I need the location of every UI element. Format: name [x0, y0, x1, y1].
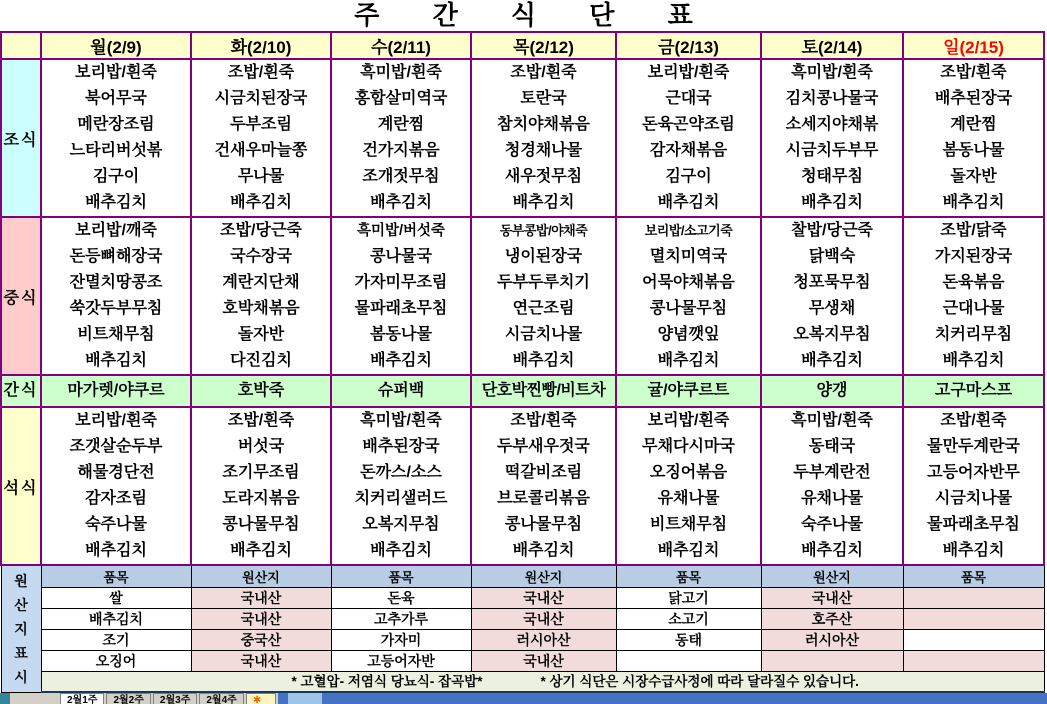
origin-label-char: 원 [14, 572, 28, 589]
lunch-cell[interactable] [761, 217, 903, 375]
origin-cell[interactable]: 동태 [616, 630, 761, 651]
dinner-cell[interactable] [903, 407, 1044, 565]
breakfast-cell[interactable] [471, 59, 616, 217]
menu-item: 배추김치 [512, 542, 575, 559]
menu-item: 닭백숙 [808, 248, 856, 265]
menu-item: 조밥/흰죽 [510, 412, 577, 429]
menu-item: 어묵야채볶음 [642, 274, 735, 291]
menu-item: 흑미밥/흰죽 [791, 412, 873, 429]
menu-item: 조기무조림 [222, 464, 300, 481]
row-label-dinner[interactable]: 석식 [1, 407, 41, 565]
menu-item: 청포묵무침 [793, 274, 871, 291]
row-label-lunch[interactable]: 중식 [1, 217, 41, 375]
lunch-cell[interactable] [331, 217, 471, 375]
menu-item: 조개젓무침 [362, 168, 440, 185]
menu-item: 보리밥/흰죽 [75, 64, 157, 81]
menu-item: 배추김치 [512, 194, 575, 211]
origin-cell[interactable]: 조기 [41, 630, 191, 651]
menu-item: 두부조림 [230, 116, 292, 133]
origin-header-cell[interactable]: 원산지 [471, 565, 616, 588]
origin-cell[interactable]: 쌀 [41, 588, 191, 609]
menu-item: 시금치된장국 [214, 90, 308, 107]
scrollbar-thumb[interactable] [288, 693, 322, 704]
origin-label-char: 시 [14, 668, 28, 685]
menu-item: 배추김치 [657, 352, 720, 369]
menu-item: 떡갈비조림 [504, 464, 583, 481]
menu-item: 치커리무침 [934, 326, 1013, 343]
menu-item: 참치야채볶음 [497, 116, 590, 133]
menu-item: 새우젓무침 [504, 168, 583, 185]
menu-item: 배추김치 [657, 542, 720, 559]
origin-header-cell[interactable]: 원산지 [761, 565, 903, 588]
menu-item: 조밥/닭죽 [940, 222, 1007, 239]
diet-note: * 고혈압- 저염식 당뇨식- 잡곡밥* [291, 674, 483, 689]
menu-item: 해물경단전 [77, 464, 155, 481]
menu-item: 김구이 [92, 168, 140, 185]
snack-cell[interactable]: 귤/야쿠르트 [616, 375, 761, 407]
snack-cell[interactable]: 고구마스프 [903, 375, 1044, 407]
menu-item: 두부새우젓국 [497, 438, 590, 455]
day-header[interactable]: 월(2/9) [41, 32, 191, 59]
menu-item: 돈육볶음 [942, 274, 1005, 291]
origin-cell[interactable]: 국내산 [191, 651, 331, 672]
menu-item: 돈육곤약조림 [642, 116, 735, 133]
menu-item: 배추김치 [801, 194, 863, 211]
menu-item: 계란찜 [377, 116, 425, 133]
menu-item: 시금치나물 [504, 326, 583, 343]
lunch-cell[interactable] [41, 217, 191, 375]
snack-cell[interactable]: 슈퍼백 [331, 375, 471, 407]
menu-item: 동태국 [808, 438, 856, 455]
menu-item: 배추김치 [230, 194, 292, 211]
snack-cell[interactable]: 양갱 [761, 375, 903, 407]
origin-cell[interactable] [903, 588, 1044, 609]
row-label-snack[interactable]: 간식 [1, 375, 41, 407]
menu-item: 무나물 [237, 168, 285, 185]
menu-item: 보리밥/흰죽 [75, 412, 157, 429]
menu-item: 배추김치 [370, 542, 432, 559]
menu-item: 콩나물국 [370, 248, 432, 265]
origin-header-cell[interactable]: 품목 [616, 565, 761, 588]
menu-item: 배추김치 [85, 542, 147, 559]
menu-item: 배추김치 [942, 542, 1005, 559]
menu-item: 봄동나물 [942, 142, 1005, 159]
menu-item: 조밥/흰죽 [227, 412, 295, 429]
origin-cell[interactable]: 국내산 [471, 651, 616, 672]
menu-item: 건새우마늘쫑 [214, 142, 308, 159]
menu-item: 북어무국 [85, 90, 147, 107]
menu-item: 두부두루치기 [497, 274, 590, 291]
sheet-tab-extra[interactable]: ✱ [246, 693, 276, 704]
menu-item: 배추김치 [85, 194, 147, 211]
menu-item: 오복지무침 [793, 326, 871, 343]
menu-item: 계란지단채 [222, 274, 300, 291]
menu-item: 조밥/흰죽 [510, 64, 577, 81]
dinner-cell[interactable] [761, 407, 903, 565]
breakfast-cell[interactable] [616, 59, 761, 217]
menu-item: 두부계란전 [793, 464, 871, 481]
menu-item: 배추김치 [657, 194, 720, 211]
menu-item: 김치콩나물국 [785, 90, 879, 107]
snack-cell[interactable]: 호박죽 [191, 375, 331, 407]
menu-item: 오복지무침 [362, 516, 440, 533]
row-label-breakfast[interactable]: 조식 [1, 59, 41, 217]
dinner-cell[interactable] [471, 407, 616, 565]
menu-item: 흑미밥/흰죽 [360, 412, 442, 429]
menu-item: 배추김치 [230, 542, 292, 559]
menu-item: 김구이 [665, 168, 712, 185]
menu-item: 시금치나물 [934, 490, 1013, 507]
day-header[interactable]: 수(2/11) [331, 32, 471, 59]
origin-label-char: 산 [14, 596, 28, 613]
menu-item: 건가지볶음 [362, 142, 440, 159]
menu-item: 배추김치 [942, 194, 1005, 211]
origin-cell[interactable] [903, 609, 1044, 630]
sheet-tab-strip [0, 693, 1047, 704]
menu-item: 흑미밥/흰죽 [791, 64, 873, 81]
menu-item: 감자채볶음 [649, 142, 728, 159]
dinner-cell[interactable] [41, 407, 191, 565]
sheet-tab[interactable]: 2월1주 [60, 693, 104, 704]
lunch-cell[interactable] [616, 217, 761, 375]
sheet-tab[interactable]: 2월4주 [199, 693, 243, 704]
menu-item: 배추김치 [370, 352, 432, 369]
menu-item: 버섯국 [237, 438, 285, 455]
breakfast-cell[interactable] [41, 59, 191, 217]
notes-cell [41, 672, 1044, 693]
menu-item: 보리밥/흰죽 [647, 64, 730, 81]
lunch-cell[interactable] [903, 217, 1044, 375]
menu-item: 조밥/흰죽 [940, 412, 1007, 429]
menu-item: 배추김치 [801, 542, 863, 559]
horizontal-scrollbar[interactable] [278, 693, 1047, 704]
menu-item: 보리밥/깨죽 [75, 222, 157, 239]
day-header[interactable]: 금(2/13) [616, 32, 761, 59]
origin-cell[interactable]: 국내산 [471, 588, 616, 609]
menu-item: 배추김치 [942, 352, 1005, 369]
menu-item: 봄동나물 [370, 326, 432, 343]
origin-cell[interactable]: 오징어 [41, 651, 191, 672]
menu-item: 돌자반 [950, 168, 997, 185]
menu-item: 냉이된장국 [504, 248, 583, 265]
menu-item: 무생채 [808, 300, 856, 317]
origin-cell[interactable]: 닭고기 [616, 588, 761, 609]
menu-item: 느타리버섯볶 [69, 142, 163, 159]
menu-item: 동부콩밥/야채죽 [499, 223, 588, 238]
origin-label[interactable] [1, 565, 41, 692]
origin-cell[interactable]: 고추가루 [331, 609, 471, 630]
menu-item: 근대국 [665, 90, 712, 107]
menu-item: 물만두계란국 [927, 438, 1020, 455]
menu-item: 콩나물무침 [649, 300, 728, 317]
menu-item: 돈까스/소스 [360, 464, 442, 481]
menu-item: 조밥/흰죽 [940, 64, 1007, 81]
snack-cell[interactable]: 단호박찐빵/비트차 [471, 375, 616, 407]
menu-item: 치커리샐러드 [354, 490, 448, 507]
menu-item: 비트채무침 [649, 516, 728, 533]
menu-item: 가자미무조림 [354, 274, 448, 291]
breakfast-cell[interactable] [761, 59, 903, 217]
origin-header-cell[interactable]: 품목 [331, 565, 471, 588]
market-note: * 상기 식단은 시장수급사정에 따라 달라질수 있습니다. [540, 674, 859, 689]
menu-item: 브로콜리볶음 [497, 490, 590, 507]
day-header[interactable]: 화(2/10) [191, 32, 331, 59]
origin-cell[interactable]: 국내산 [191, 609, 331, 630]
menu-item: 근대나물 [942, 300, 1005, 317]
origin-cell[interactable]: 소고기 [616, 609, 761, 630]
menu-item: 소세지야채볶 [785, 116, 879, 133]
menu-item: 배추된장국 [362, 438, 440, 455]
origin-cell[interactable]: 돈육 [331, 588, 471, 609]
menu-item: 흑미밥/흰죽 [360, 64, 442, 81]
origin-label-char: 표 [14, 644, 28, 661]
menu-item: 유채나물 [657, 490, 720, 507]
menu-item: 다진김치 [230, 352, 292, 369]
dinner-cell[interactable] [191, 407, 331, 565]
menu-item: 물파래초무침 [354, 300, 448, 317]
menu-item: 멸치미역국 [649, 248, 728, 265]
menu-item: 배추김치 [370, 194, 432, 211]
menu-item: 청태무침 [801, 168, 863, 185]
menu-item: 배추김치 [801, 352, 863, 369]
origin-cell[interactable]: 가자미 [331, 630, 471, 651]
sheet-tab[interactable]: 2월2주 [106, 693, 150, 704]
menu-item: 보리밥/소고기죽 [644, 223, 733, 238]
menu-item: 잔멸치땅콩조 [69, 274, 163, 291]
menu-item: 국수장국 [230, 248, 292, 265]
menu-item: 청경채나물 [504, 142, 583, 159]
menu-item: 배추김치 [85, 352, 147, 369]
corner-cell[interactable] [1, 32, 41, 59]
menu-item: 비트채무침 [77, 326, 155, 343]
menu-item: 찰밥/당근죽 [791, 222, 873, 239]
menu-item: 배추된장국 [934, 90, 1013, 107]
origin-cell[interactable] [903, 630, 1044, 651]
breakfast-cell[interactable] [331, 59, 471, 217]
menu-item: 돌자반 [237, 326, 285, 343]
menu-item: 숙주나물 [85, 516, 147, 533]
origin-cell[interactable]: 배추김치 [41, 609, 191, 630]
day-header[interactable]: 토(2/14) [761, 32, 903, 59]
origin-cell[interactable]: 러시아산 [471, 630, 616, 651]
menu-item: 콩나물무침 [222, 516, 300, 533]
menu-item: 고등어자반무 [927, 464, 1020, 481]
day-header[interactable]: 목(2/12) [471, 32, 616, 59]
dinner-cell[interactable] [331, 407, 471, 565]
menu-item: 물파래초무침 [927, 516, 1020, 533]
sheet-nav-icon[interactable] [0, 693, 10, 704]
origin-label-char: 지 [14, 620, 28, 637]
menu-item: 콩나물무침 [504, 516, 583, 533]
snack-cell[interactable]: 마가렛/야쿠르 [41, 375, 191, 407]
menu-item: 흑미밥/버섯죽 [356, 223, 446, 239]
dinner-cell[interactable] [616, 407, 761, 565]
menu-item: 호박채볶음 [222, 300, 300, 317]
menu-item: 돈등뼈해장국 [69, 248, 163, 265]
menu-item: 시금치두부무 [785, 142, 879, 159]
weekly-menu-table [0, 31, 1045, 693]
origin-cell[interactable]: 고등어자반 [331, 651, 471, 672]
menu-item: 배추김치 [512, 352, 575, 369]
breakfast-cell[interactable] [191, 59, 331, 217]
origin-cell[interactable]: 국내산 [191, 588, 331, 609]
origin-cell[interactable]: 러시아산 [761, 630, 903, 651]
sheet-nav-area[interactable] [10, 693, 60, 704]
menu-item: 홍합살미역국 [354, 90, 448, 107]
page-title: 주 간 식 단 표 [354, 0, 716, 30]
menu-item: 조밥/당근죽 [220, 222, 302, 239]
menu-item: 계란찜 [950, 116, 997, 133]
menu-item: 무채다시마국 [642, 438, 735, 455]
origin-cell[interactable] [616, 651, 761, 672]
menu-item: 감자조림 [85, 490, 147, 507]
origin-cell[interactable]: 국내산 [471, 609, 616, 630]
sheet-tab[interactable]: 2월3주 [153, 693, 197, 704]
origin-header-cell[interactable]: 원산지 [191, 565, 331, 588]
menu-item: 오징어볶음 [649, 464, 728, 481]
menu-item: 조갯살순두부 [69, 438, 163, 455]
breakfast-cell[interactable] [903, 59, 1044, 217]
origin-header-cell[interactable]: 품목 [903, 565, 1044, 588]
menu-item: 조밥/흰죽 [227, 64, 295, 81]
menu-item: 도라지볶음 [222, 490, 300, 507]
menu-item: 토란국 [520, 90, 567, 107]
origin-cell[interactable] [761, 651, 903, 672]
lunch-cell[interactable] [471, 217, 616, 375]
lunch-cell[interactable] [191, 217, 331, 375]
menu-item: 숙주나물 [801, 516, 863, 533]
origin-header-cell[interactable]: 품목 [41, 565, 191, 588]
menu-item: 쑥갓두부무침 [69, 300, 163, 317]
menu-item: 연근조림 [512, 300, 575, 317]
menu-item: 보리밥/흰죽 [647, 412, 730, 429]
day-header[interactable]: 일(2/15) [903, 32, 1044, 59]
menu-item: 메란장조림 [77, 116, 155, 133]
origin-cell[interactable] [903, 651, 1044, 672]
origin-cell[interactable]: 호주산 [761, 609, 903, 630]
menu-item: 유채나물 [801, 490, 863, 507]
origin-cell[interactable]: 중국산 [191, 630, 331, 651]
menu-item: 가지된장국 [934, 248, 1013, 265]
origin-cell[interactable]: 국내산 [761, 588, 903, 609]
menu-item: 양념깻잎 [657, 326, 720, 343]
